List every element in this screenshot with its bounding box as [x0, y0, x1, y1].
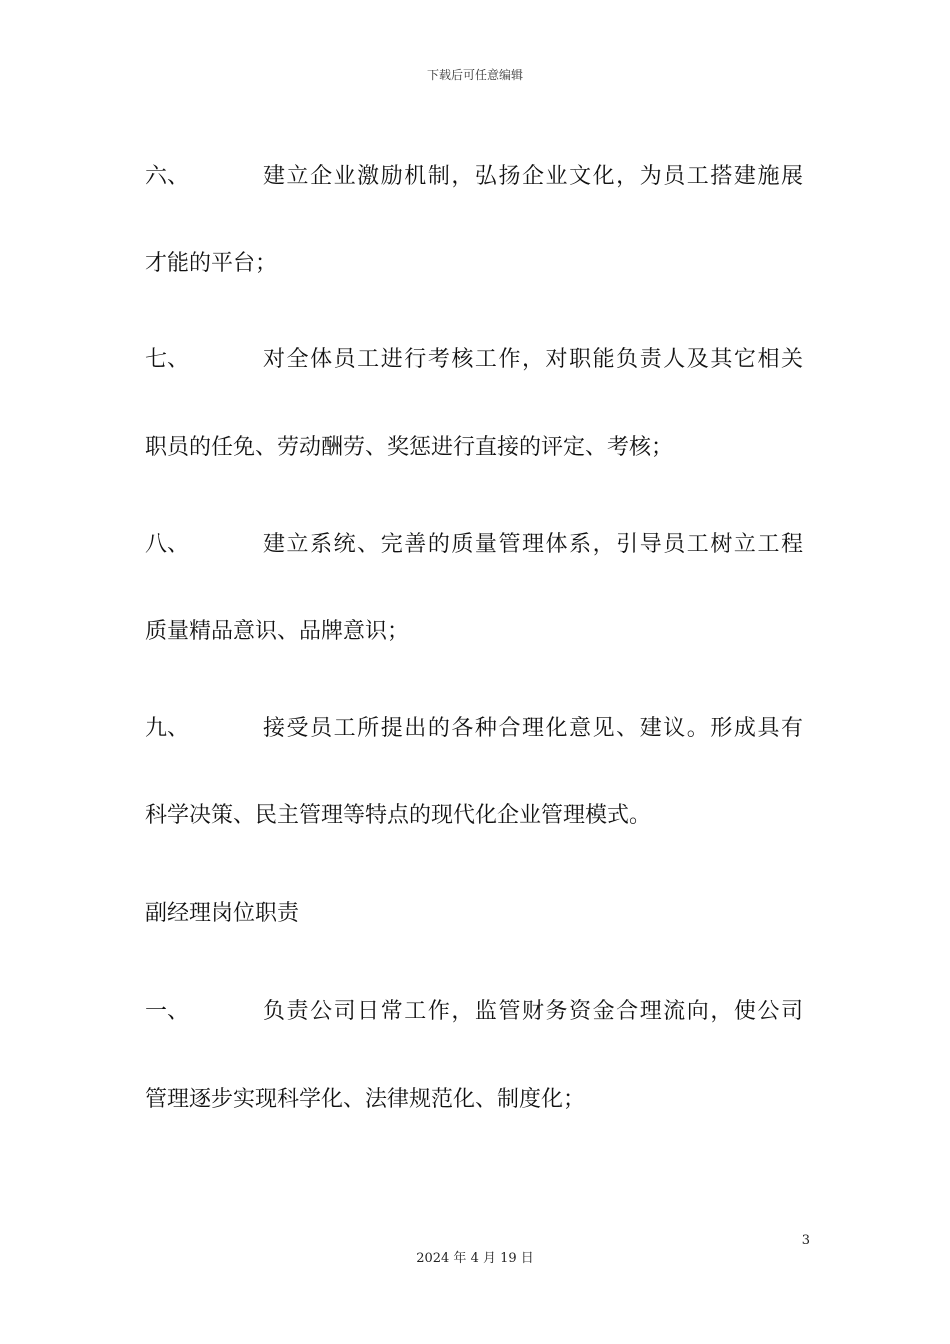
item-text: 建立企业激励机制，弘扬企业文化，为员工搭建施展 — [263, 164, 803, 189]
page-footer-date: 2024 年 4 月 19 日 — [416, 1251, 534, 1266]
item-text: 建立系统、完善的质量管理体系，引导员工树立工程 — [263, 532, 803, 557]
item-number: 九、 — [145, 716, 190, 741]
item-number: 六、 — [145, 164, 190, 189]
item-number: 八、 — [145, 532, 190, 557]
list-item-first-line — [145, 162, 803, 192]
list-item-first-line — [145, 530, 803, 560]
list-item-continuation: 质量精品意识、品牌意识； — [145, 619, 410, 644]
list-item-continuation: 才能的平台； — [145, 251, 278, 276]
list-item-first-line — [145, 997, 803, 1027]
list-item-continuation: 管理逐步实现科学化、法律规范化、制度化； — [145, 1087, 586, 1112]
list-item-continuation: 职员的任免、劳动酬劳、奖惩进行直接的评定、考核； — [145, 435, 674, 460]
page-number: 3 — [801, 1233, 810, 1248]
page-header: 下载后可任意编辑 — [426, 68, 523, 82]
item-number: 七、 — [145, 347, 190, 372]
item-number: 一、 — [145, 999, 190, 1024]
list-item-continuation: 科学决策、民主管理等特点的现代化企业管理模式。 — [145, 803, 652, 828]
list-item-first-line — [145, 714, 803, 744]
item-text: 接受员工所提出的各种合理化意见、建议。形成具有 — [263, 716, 803, 741]
item-text: 对全体员工进行考核工作，对职能负责人及其它相关 — [263, 347, 803, 372]
section-title: 副经理岗位职责 — [145, 901, 300, 926]
item-text: 负责公司日常工作，监管财务资金合理流向，使公司 — [263, 999, 803, 1024]
list-item-first-line — [145, 345, 803, 375]
